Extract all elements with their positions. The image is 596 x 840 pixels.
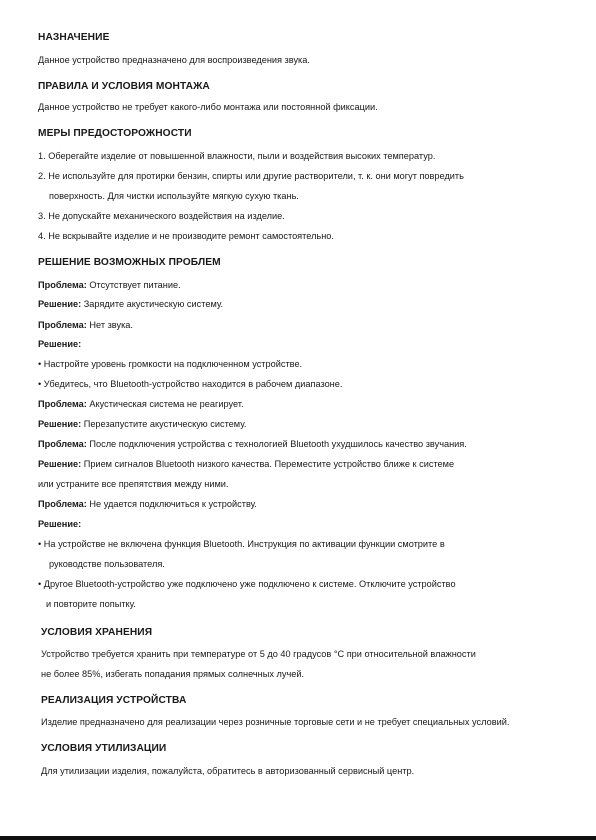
- problem-text: После подключения устройства с технологией Bluetooth ухудшилось качество звучания.: [89, 439, 467, 449]
- precaution-item-continued: поверхность. Для чистки используйте мягкую сухую ткань.: [49, 191, 299, 201]
- problem-label: Проблема:: [38, 280, 87, 290]
- problem-row: [38, 438, 467, 450]
- mounting-text: Данное устройство не требует какого-либо монтажа или постоянной фиксации.: [38, 102, 378, 112]
- problem-label: Проблема:: [38, 399, 87, 409]
- problem-row: [38, 398, 244, 410]
- solution-bullet: • Другое Bluetooth-устройство уже подключено уже подключено к системе. Отключите устройство: [38, 579, 456, 589]
- precaution-item: 3. Не допускайте механического воздействия на изделие.: [38, 211, 285, 221]
- precaution-item: 4. Не вскрывайте изделие и не производите ремонт самостоятельно.: [38, 231, 334, 241]
- problem-label: Проблема:: [38, 320, 87, 330]
- solution-row: [38, 298, 223, 310]
- sale-text: Изделие предназначено для реализации через розничные торговые сети и не требует специальных условий.: [41, 717, 510, 727]
- storage-text: не более 85%, избегать попадания прямых солнечных лучей.: [41, 669, 305, 679]
- solution-bullet: • На устройстве не включена функция Bluetooth. Инструкция по активации функции смотрите в: [38, 539, 445, 549]
- solution-row: [38, 518, 81, 530]
- precaution-item: 2. Не используйте для протирки бензин, спирты или другие растворители, т. к. они могут повредить: [38, 171, 464, 181]
- solution-text: Перезапустите акустическую систему.: [83, 419, 247, 429]
- solution-bullet-continued: и повторите попытку.: [46, 599, 136, 609]
- problem-row: [38, 498, 257, 510]
- problem-text: Нет звука.: [89, 320, 133, 330]
- solution-row: [38, 418, 246, 430]
- solution-label: Решение:: [38, 299, 82, 309]
- solution-label: Решение:: [38, 519, 82, 529]
- storage-text: Устройство требуется хранить при температуре от 5 до 40 градусов °С при относительной влажности: [41, 649, 476, 659]
- mounting-heading: ПРАВИЛА И УСЛОВИЯ МОНТАЖА: [38, 81, 210, 92]
- problem-label: Проблема:: [38, 499, 87, 509]
- solution-bullet: • Настройте уровень громкости на подключенном устройстве.: [38, 359, 303, 369]
- precautions-heading: МЕРЫ ПРЕДОСТОРОЖНОСТИ: [38, 128, 192, 139]
- solution-label: Решение:: [38, 339, 82, 349]
- problem-row: [38, 279, 181, 291]
- solution-row: [38, 338, 81, 350]
- disposal-text: Для утилизации изделия, пожалуйста, обратитесь в авторизованный сервисный центр.: [41, 766, 415, 776]
- problem-text: Акустическая система не реагирует.: [89, 399, 244, 409]
- solution-bullet: • Убедитесь, что Bluetooth-устройство находится в рабочем диапазоне.: [38, 379, 343, 389]
- problem-text: Не удается подключиться к устройству.: [89, 499, 257, 509]
- troubleshooting-heading: РЕШЕНИЕ ВОЗМОЖНЫХ ПРОБЛЕМ: [38, 257, 221, 268]
- problem-label: Проблема:: [38, 439, 87, 449]
- solution-text: Зарядите акустическую систему.: [83, 299, 224, 309]
- problem-text: Отсутствует питание.: [89, 280, 181, 290]
- solution-text: Прием сигналов Bluetooth низкого качества. Переместите устройство ближе к системе: [83, 459, 455, 469]
- disposal-heading: УСЛОВИЯ УТИЛИЗАЦИИ: [41, 743, 167, 754]
- solution-label: Решение:: [38, 419, 82, 429]
- problem-row: [38, 319, 133, 331]
- storage-heading: УСЛОВИЯ ХРАНЕНИЯ: [41, 627, 153, 638]
- solution-text-continued: или устраните все препятствия между ними.: [38, 479, 229, 489]
- sale-heading: РЕАЛИЗАЦИЯ УСТРОЙСТВА: [41, 695, 187, 706]
- purpose-heading: НАЗНАЧЕНИЕ: [38, 32, 110, 43]
- solution-label: Решение:: [38, 459, 82, 469]
- bottom-border: [0, 836, 596, 840]
- solution-bullet-continued: руководстве пользователя.: [49, 559, 165, 569]
- purpose-text: Данное устройство предназначено для воспроизведения звука.: [38, 55, 310, 65]
- solution-row: [38, 458, 454, 470]
- precaution-item: 1. Оберегайте изделие от повышенной влажности, пыли и воздействия высоких температур.: [38, 151, 436, 161]
